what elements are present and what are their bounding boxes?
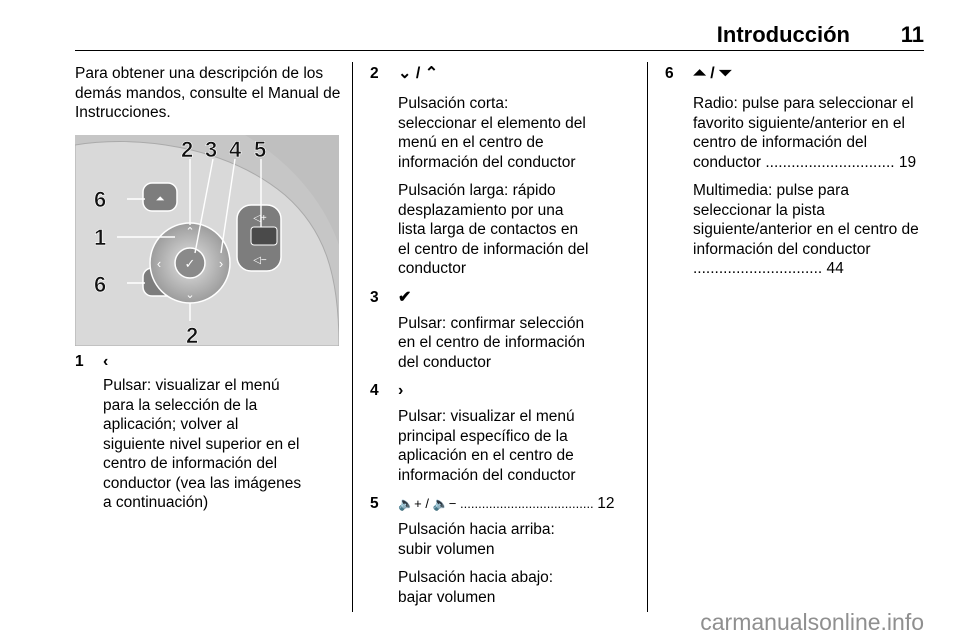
chevron-down-up-icon: ⌄ / ⌃ [398, 65, 439, 82]
favorite-arrows-icon: ⏶ / ⏷ [693, 65, 732, 82]
entry-3-text: Pulsar: confirmar selección en el centro de información del conductor [398, 314, 585, 371]
header-rule [75, 50, 924, 51]
entry-6-text-1: Radio: pulse para seleccionar el favorito siguiente/anterior en el centro de información del conductor .............................. 19 [693, 95, 917, 171]
entry-4-number: 4 [370, 382, 379, 399]
callout-1: 1 [94, 225, 107, 250]
page-number: 11 [900, 22, 924, 47]
vol-down-glyph: ◁− [253, 255, 267, 266]
entry-6-number: 6 [665, 65, 674, 82]
chevron-right-icon: › [398, 382, 404, 399]
entry-5-number: 5 [370, 495, 379, 512]
entry-3-number: 3 [370, 288, 379, 306]
nav-left-glyph: ‹ [156, 256, 162, 271]
column-right [665, 64, 927, 288]
entry-1-number: 1 [75, 353, 84, 370]
callout-3: 3 [205, 137, 218, 162]
callout-6-bottom: 6 [94, 272, 107, 297]
callout-6-top: 6 [94, 187, 107, 212]
column-divider-2 [647, 62, 648, 612]
entry-6-text-2: Multimedia: pulse para seleccionar la pista siguiente/anterior en el centro de información del conductor .............................. 44 [693, 182, 919, 277]
entry-2-text-2: Pulsación larga: rápido desplazamiento por una lista larga de contactos en el centro de información del conductor [398, 182, 589, 277]
column-divider-1 [352, 62, 353, 612]
callout-5: 5 [254, 137, 267, 162]
nav-right-glyph: › [218, 256, 224, 271]
ok-glyph: ✓ [184, 256, 196, 271]
callout-4: 4 [229, 137, 242, 162]
volume-icon [398, 494, 638, 514]
volume-symbol: 🔈+ / 🔈− [398, 496, 457, 511]
nav-down-glyph: ⌄ [185, 289, 195, 301]
entry-1-text: Pulsar: visualizar el menú para la selección de la aplicación; volver al siguiente nivel superior en el centro de información del conductor (vea las imágenes a continuación) [103, 377, 302, 511]
entry-2-number: 2 [370, 65, 379, 82]
checkmark-icon: ✔ [398, 288, 412, 306]
entry-4-text: Pulsar: visualizar el menú principal específico de la aplicación en el centro de información del conductor [398, 408, 576, 484]
column-left [75, 64, 345, 123]
nav-up-glyph: ⌃ [185, 226, 195, 238]
chevron-left-icon: ‹ [103, 353, 109, 370]
entry-1 [75, 352, 345, 522]
callout-2-bottom: 2 [186, 323, 199, 346]
column-middle [370, 64, 640, 616]
callout-2-top: 2 [181, 137, 194, 162]
volume-wheel [251, 227, 277, 245]
entry-5-text-2: Pulsación hacia abajo: bajar volumen [398, 569, 554, 606]
intro-paragraph: Para obtener una descripción de los demás mandos, consulte el Manual de Instrucciones. [75, 65, 341, 121]
steering-wheel-figure [75, 135, 339, 346]
entry-5-leader: ..................................... [460, 496, 594, 511]
watermark: carmanualsonline.info [700, 609, 924, 635]
entry-5-page-ref: 12 [597, 495, 615, 512]
vol-up-glyph: ◁+ [253, 213, 267, 224]
entry-5-text-1: Pulsación hacia arriba: subir volumen [398, 521, 555, 558]
button-6-top-glyph: ⏶ [155, 193, 165, 205]
entry-2-text-1: Pulsación corta: seleccionar el elemento del menú en el centro de información del conductor [398, 95, 586, 171]
page-header-title: Introducción [716, 22, 850, 47]
